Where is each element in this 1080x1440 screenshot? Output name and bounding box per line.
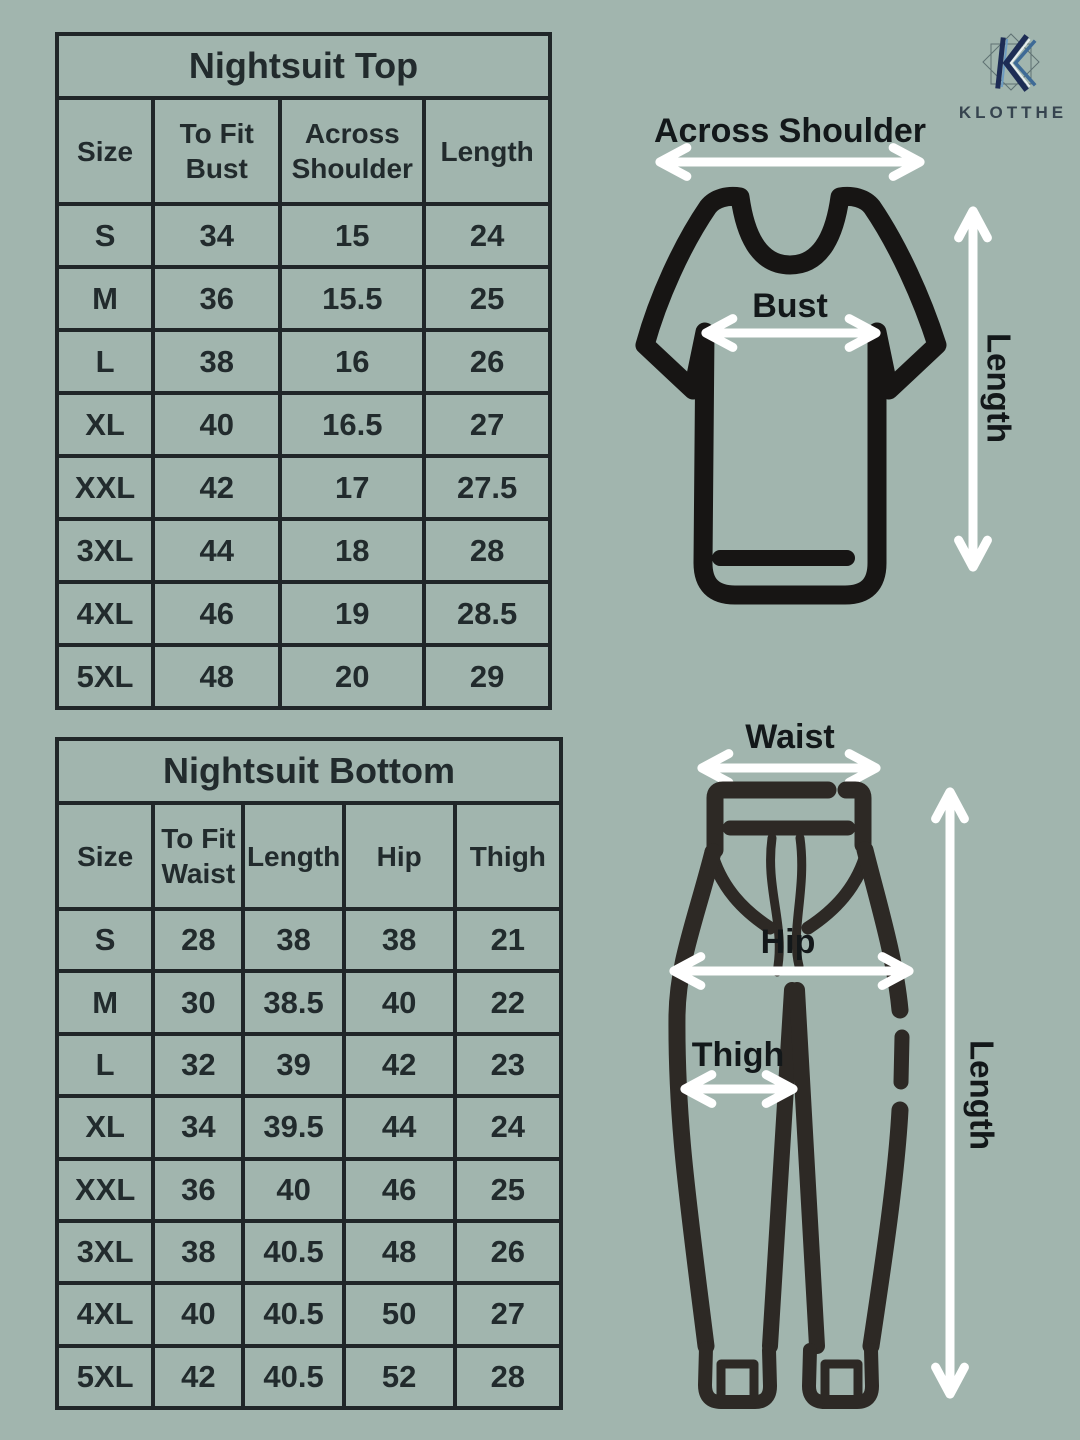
across-shoulder-label: Across Shoulder: [653, 112, 927, 150]
table-row: [57, 645, 550, 708]
logo-k-mark: [998, 38, 1034, 88]
table-header-row: [57, 803, 561, 909]
value-cell: 38: [153, 330, 280, 393]
brand-name: KLOTTHE: [958, 103, 1068, 122]
column-header: Length: [243, 803, 343, 909]
value-cell: 42: [153, 1346, 243, 1408]
value-cell: 15.5: [280, 267, 424, 330]
value-cell: 46: [344, 1159, 455, 1221]
size-cell: 4XL: [57, 582, 153, 645]
column-header: To Fit Waist: [153, 803, 243, 909]
table-row: [57, 267, 550, 330]
size-cell: 4XL: [57, 1283, 153, 1345]
column-header: Hip: [344, 803, 455, 909]
value-cell: 36: [153, 1159, 243, 1221]
value-cell: 40: [153, 393, 280, 456]
table-row: [57, 1096, 561, 1158]
column-header: Size: [57, 803, 153, 909]
table-row: [57, 1034, 561, 1096]
bust-label: Bust: [752, 287, 828, 325]
value-cell: 42: [153, 456, 280, 519]
klotthe-logo-icon: [951, 32, 1071, 94]
table-row: [57, 971, 561, 1033]
table-title-row: [57, 739, 561, 803]
value-cell: 52: [344, 1346, 455, 1408]
value-cell: 38: [153, 1221, 243, 1283]
waist-label: Waist: [745, 718, 835, 756]
value-cell: 46: [153, 582, 280, 645]
value-cell: 24: [455, 1096, 561, 1158]
size-cell: 5XL: [57, 1346, 153, 1408]
brand-logo: [950, 32, 1072, 123]
column-header: Size: [57, 98, 153, 204]
value-cell: 39.5: [243, 1096, 343, 1158]
table-row: [57, 519, 550, 582]
size-cell: XL: [57, 393, 153, 456]
table-row: [57, 204, 550, 267]
tshirt-length-label: Length: [980, 333, 1018, 443]
table-row: [57, 1283, 561, 1345]
size-cell: 5XL: [57, 645, 153, 708]
table-title: Nightsuit Bottom: [57, 739, 561, 803]
value-cell: 16: [280, 330, 424, 393]
value-cell: 24: [424, 204, 550, 267]
value-cell: 40: [243, 1159, 343, 1221]
value-cell: 16.5: [280, 393, 424, 456]
table-row: [57, 1346, 561, 1408]
pants-measurement-diagram: [620, 700, 1060, 1440]
nightsuit-top-table: [55, 32, 552, 710]
value-cell: 30: [153, 971, 243, 1033]
value-cell: 19: [280, 582, 424, 645]
value-cell: 48: [153, 645, 280, 708]
size-cell: 3XL: [57, 1221, 153, 1283]
size-cell: M: [57, 971, 153, 1033]
value-cell: 26: [455, 1221, 561, 1283]
thigh-label: Thigh: [691, 1036, 785, 1074]
value-cell: 42: [344, 1034, 455, 1096]
size-cell: XXL: [57, 456, 153, 519]
nightsuit-bottom-table: [55, 737, 563, 1410]
pants-outline: [677, 790, 902, 1402]
value-cell: 17: [280, 456, 424, 519]
value-cell: 39: [243, 1034, 343, 1096]
value-cell: 38: [344, 909, 455, 971]
value-cell: 28: [455, 1346, 561, 1408]
value-cell: 20: [280, 645, 424, 708]
table-row: [57, 456, 550, 519]
value-cell: 26: [424, 330, 550, 393]
value-cell: 32: [153, 1034, 243, 1096]
value-cell: 34: [153, 1096, 243, 1158]
value-cell: 40.5: [243, 1283, 343, 1345]
value-cell: 40.5: [243, 1221, 343, 1283]
value-cell: 27.5: [424, 456, 550, 519]
hip-label: Hip: [760, 923, 816, 961]
size-cell: XL: [57, 1096, 153, 1158]
value-cell: 22: [455, 971, 561, 1033]
value-cell: 21: [455, 909, 561, 971]
value-cell: 48: [344, 1221, 455, 1283]
value-cell: 36: [153, 267, 280, 330]
size-cell: S: [57, 204, 153, 267]
size-cell: M: [57, 267, 153, 330]
table-row: [57, 393, 550, 456]
value-cell: 40.5: [243, 1346, 343, 1408]
table-row: [57, 330, 550, 393]
tshirt-outline: [645, 196, 937, 595]
size-cell: L: [57, 330, 153, 393]
nightsuit-bottom-table-grid: [55, 737, 563, 1410]
column-header: Thigh: [455, 803, 561, 909]
size-cell: L: [57, 1034, 153, 1096]
value-cell: 27: [424, 393, 550, 456]
value-cell: 29: [424, 645, 550, 708]
table-title: Nightsuit Top: [57, 34, 550, 98]
value-cell: 38.5: [243, 971, 343, 1033]
value-cell: 28.5: [424, 582, 550, 645]
value-cell: 28: [424, 519, 550, 582]
tshirt-measurement-diagram: [600, 95, 1040, 615]
column-header: Across Shoulder: [280, 98, 424, 204]
value-cell: 34: [153, 204, 280, 267]
value-cell: 40: [344, 971, 455, 1033]
value-cell: 25: [455, 1159, 561, 1221]
value-cell: 18: [280, 519, 424, 582]
value-cell: 15: [280, 204, 424, 267]
value-cell: 38: [243, 909, 343, 971]
pants-length-label: Length: [963, 1040, 1001, 1150]
value-cell: 28: [153, 909, 243, 971]
table-title-row: [57, 34, 550, 98]
size-cell: S: [57, 909, 153, 971]
value-cell: 44: [344, 1096, 455, 1158]
value-cell: 25: [424, 267, 550, 330]
size-cell: XXL: [57, 1159, 153, 1221]
table-row: [57, 582, 550, 645]
value-cell: 23: [455, 1034, 561, 1096]
nightsuit-top-table-grid: [55, 32, 552, 710]
value-cell: 27: [455, 1283, 561, 1345]
value-cell: 40: [153, 1283, 243, 1345]
column-header: To Fit Bust: [153, 98, 280, 204]
table-row: [57, 1159, 561, 1221]
table-row: [57, 1221, 561, 1283]
value-cell: 50: [344, 1283, 455, 1345]
value-cell: 44: [153, 519, 280, 582]
table-header-row: [57, 98, 550, 204]
table-row: [57, 909, 561, 971]
column-header: Length: [424, 98, 550, 204]
size-cell: 3XL: [57, 519, 153, 582]
